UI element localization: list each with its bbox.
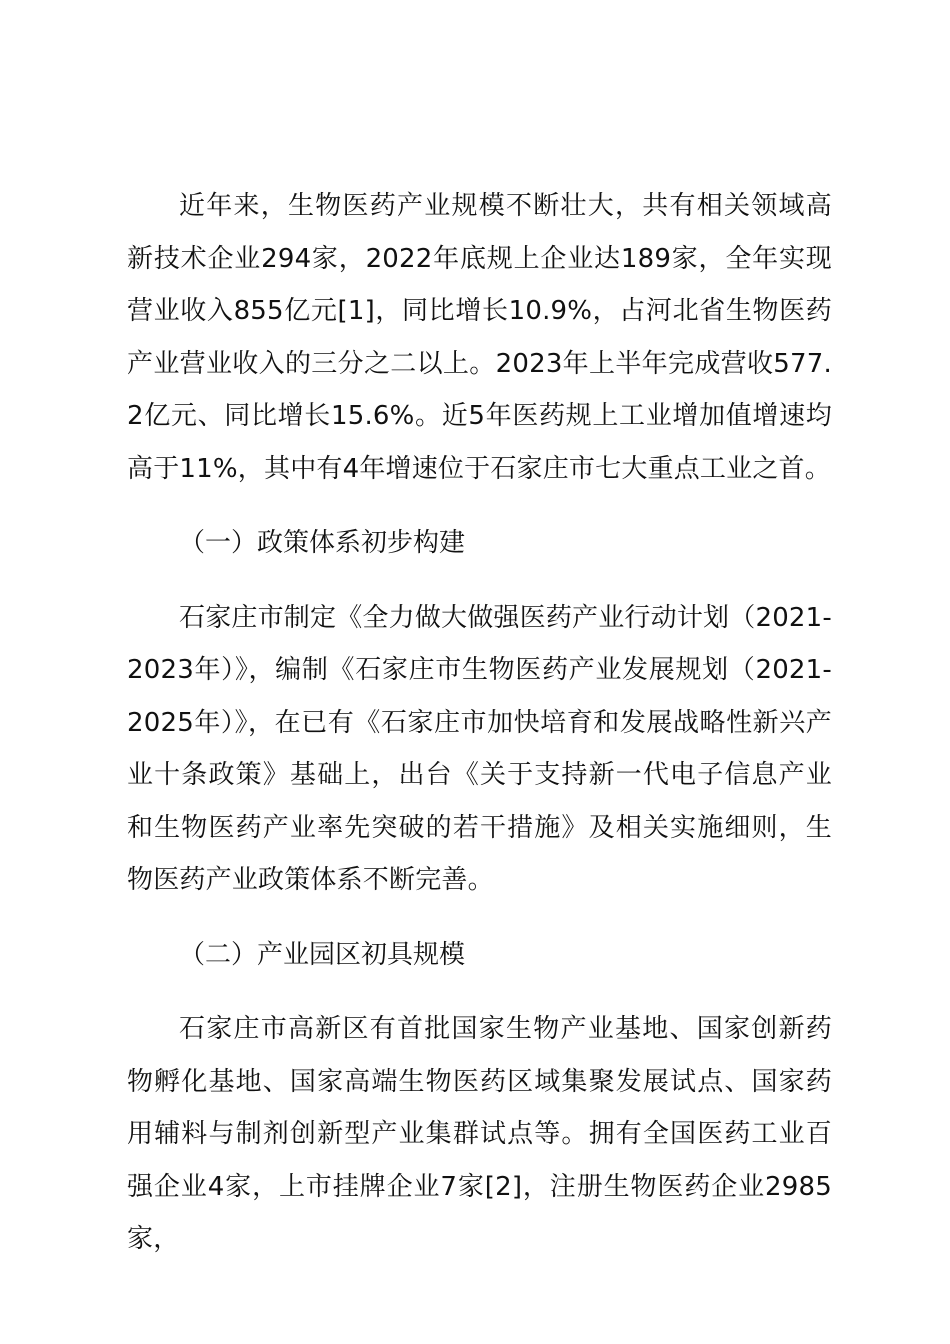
intro-paragraph: 近年来，生物医药产业规模不断壮大，共有相关领域高新技术企业294家，2022年底规上企业达189家，全年实现营业收入855亿元[1]，同比增长10.9%，占河北省生物医药产业营业收入的三分之二以上。2023年上半年完成营收577.2亿元、同比增长15.6%。近5年医药规上工业增加值增速均高于11%，其中有4年增速位于石家庄市七大重点工业之首。 [127, 191, 832, 484]
park-paragraph: 石家庄市高新区有首批国家生物产业基地、国家创新药物孵化基地、国家高端生物医药区域集聚发展试点、国家药用辅料与制剂创新型产业集群试点等。拥有全国医药工业百强企业4家，上市挂牌企业7家[2]，注册生物医药企业2985家， [127, 1014, 832, 1254]
paragraph-gap [127, 907, 832, 929]
paragraph-gap [127, 495, 832, 517]
section-heading-policy: （一）政策体系初步构建 [179, 528, 466, 558]
paragraph-gap [127, 981, 832, 1003]
paragraph-gap [127, 570, 832, 592]
policy-paragraph: 石家庄市制定《全力做大做强医药产业行动计划（2021-2023年）》，编制《石家庄市生物医药产业发展规划（2021-2025年）》，在已有《石家庄市加快培育和发展战略性新兴产业十条政策》基础上，出台《关于支持新一代电子信息产业和生物医药产业率先突破的若干措施》及相关实施细则，生物医药产业政策体系不断完善。 [127, 602, 832, 895]
section-heading-park: （二）产业园区初具规模 [179, 939, 466, 970]
document-page [127, 180, 832, 1266]
